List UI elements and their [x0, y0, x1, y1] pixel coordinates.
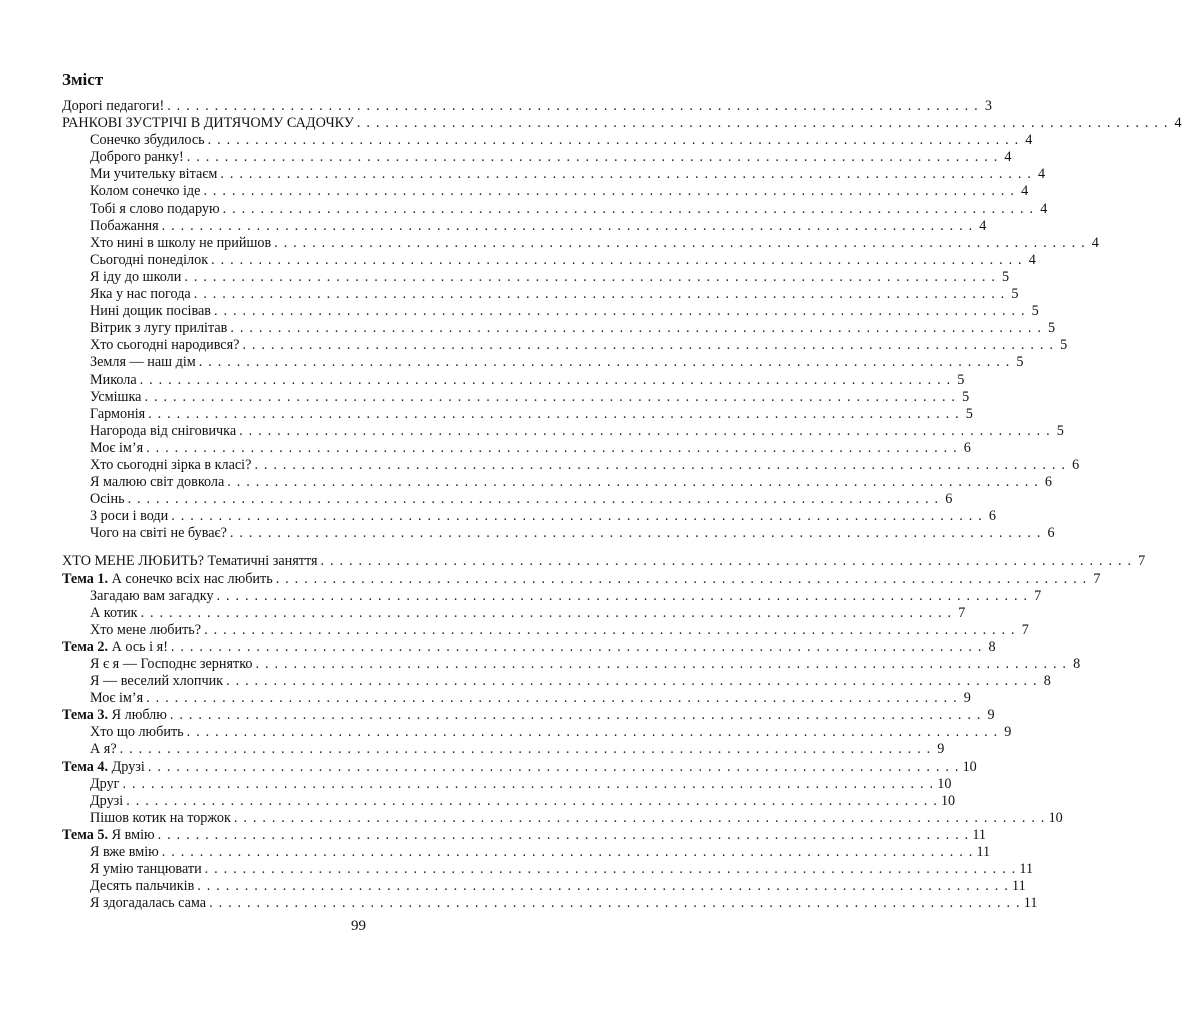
toc-entry [62, 234, 1099, 252]
leader-dots: . . . . . . . . . . . . . . . . . . . . . . . . . . . . . . . . . . . . . . . . . . . . . . . . . . . . . . . . . . . . . . . . . . . . . . . . . . . . . . . . . . . . . . [169, 707, 982, 724]
toc-entry [62, 491, 953, 508]
toc-entry-title [90, 673, 223, 690]
toc-entry-title [90, 303, 211, 320]
toc-entry [62, 217, 987, 235]
toc-entry-title [90, 166, 217, 183]
toc-entry [62, 405, 973, 423]
toc-topic-prefix: Тема 5. [62, 826, 109, 843]
toc-entry-title [90, 286, 191, 303]
toc-title-text: Моє ім’я [90, 439, 144, 456]
leader-dots: . . . . . . . . . . . . . . . . . . . . . . . . . . . . . . . . . . . . . . . . . . . . . . . . . . . . . . . . . . . . . . . . . . . . . . . . . . . . . . . . . . . . . . [171, 508, 983, 525]
leader-dots: . . . . . . . . . . . . . . . . . . . . . . . . . . . . . . . . . . . . . . . . . . . . . . . . . . . . . . . . . . . . . . . . . . . . . . . . . . . . . . . . . . . . . . [229, 525, 1042, 542]
leader-dots: . . . . . . . . . . . . . . . . . . . . . . . . . . . . . . . . . . . . . . . . . . . . . . . . . . . . . . . . . . . . . . . . . . . . . . . . . . . . . . . . . . . . . . [203, 183, 1016, 200]
toc-entry [62, 508, 996, 525]
leader-dots: . . . . . . . . . . . . . . . . . . . . . . . . . . . . . . . . . . . . . . . . . . . . . . . . . . . . . . . . . . . . . . . . . . . . . . . . . . . . . . . . . . . . . . [148, 405, 960, 422]
toc-title-text: Гармонія [90, 405, 146, 422]
toc-entry-title [90, 622, 201, 639]
toc-entry-title [62, 553, 318, 570]
toc-entry-title [62, 571, 273, 588]
toc-entry [62, 371, 965, 389]
toc-entry-title [90, 776, 120, 793]
toc-entry-title [90, 724, 184, 741]
toc-entry [62, 183, 1029, 200]
toc-page-number: 9 [963, 690, 971, 707]
leader-dots: . . . . . . . . . . . . . . . . . . . . . . . . . . . . . . . . . . . . . . . . . . . . . . . . . . . . . . . . . . . . . . . . . . . . . . . . . . . . . . . . . . . . . . [356, 115, 1169, 132]
toc-page-number: 5 [1011, 286, 1019, 303]
toc-page-number: 4 [1091, 234, 1099, 251]
toc-title-text: Десять пальчиків [90, 878, 195, 895]
toc-entry-title [90, 320, 227, 337]
toc-title-text: Нагорода від сніговичка [90, 422, 237, 439]
toc-entry-title [90, 810, 231, 827]
toc-entry [62, 878, 1026, 895]
leader-dots: . . . . . . . . . . . . . . . . . . . . . . . . . . . . . . . . . . . . . . . . . . . . . . . . . . . . . . . . . . . . . . . . . . . . . . . . . . . . . . . . . . . . . . [197, 878, 1010, 895]
toc-entry-title [90, 183, 200, 200]
toc-title-text: Я іду до школи [90, 268, 182, 285]
toc-entry [62, 320, 1056, 337]
toc-title-text: РАНКОВІ ЗУСТРІЧІ В ДИТЯЧОМУ САДОЧКУ [62, 115, 354, 132]
toc-entry [62, 200, 1048, 218]
toc-entry-title [62, 759, 145, 776]
toc-entry-title [62, 115, 354, 132]
toc-page-number: 6 [988, 508, 996, 525]
toc-entry [62, 268, 1010, 286]
toc-entry [62, 604, 966, 622]
toc-title-text: Хто нині в школу не прийшов [90, 234, 272, 251]
toc-entry-title [90, 235, 271, 252]
toc-title-text: Хто мене любить? [90, 621, 202, 638]
toc-page-number: 7 [1021, 621, 1029, 638]
toc-entry [62, 553, 1146, 570]
toc-page-number: 6 [1047, 525, 1055, 542]
leader-dots: . . . . . . . . . . . . . . . . . . . . . . . . . . . . . . . . . . . . . . . . . . . . . . . . . . . . . . . . . . . . . . . . . . . . . . . . . . . . . . . . . . . . . . [147, 758, 960, 775]
leader-dots: . . . . . . . . . . . . . . . . . . . . . . . . . . . . . . . . . . . . . . . . . . . . . . . . . . . . . . . . . . . . . . . . . . . . . . . . . . . . . . . . . . . . . . [222, 200, 1035, 217]
leader-dots: . . . . . . . . . . . . . . . . . . . . . . . . . . . . . . . . . . . . . . . . . . . . . . . . . . . . . . . . . . . . . . . . . . . . . . . . . . . . . . . . . . . . . . [220, 166, 1033, 183]
toc-entry-title [90, 337, 239, 354]
toc-entry [62, 621, 1029, 639]
leader-dots: . . . . . . . . . . . . . . . . . . . . . . . . . . . . . . . . . . . . . . . . . . . . . . . . . . . . . . . . . . . . . . . . . . . . . . . . . . . . . . . . . . . . . . [167, 98, 979, 114]
toc-page-number: 7 [1034, 587, 1042, 604]
toc-entry [62, 251, 1036, 269]
leader-dots: . . . . . . . . . . . . . . . . . . . . . . . . . . . . . . . . . . . . . . . . . . . . . . . . . . . . . . . . . . . . . . . . . . . . . . . . . . . . . . . . . . . . . . [184, 268, 997, 285]
toc-title-text: А я? [90, 741, 117, 758]
toc-entry [62, 354, 1024, 371]
leader-dots: . . . . . . . . . . . . . . . . . . . . . . . . . . . . . . . . . . . . . . . . . . . . . . . . . . . . . . . . . . . . . . . . . . . . . . . . . . . . . . . . . . . . . . [186, 724, 999, 741]
toc-entry-title [90, 588, 214, 605]
toc-entry-title [90, 269, 181, 286]
toc-page-number: 11 [1019, 861, 1034, 878]
toc-title-text: Вітрик з лугу прилітав [90, 320, 228, 337]
toc-entry [62, 286, 1019, 303]
toc-page-number: 5 [1060, 337, 1068, 354]
leader-dots: . . . . . . . . . . . . . . . . . . . . . . . . . . . . . . . . . . . . . . . . . . . . . . . . . . . . . . . . . . . . . . . . . . . . . . . . . . . . . . . . . . . . . . [126, 792, 938, 809]
toc-entry-title [62, 639, 168, 656]
toc-page-number: 7 [958, 604, 966, 621]
toc-entry-title [62, 827, 155, 844]
toc-entry-title [90, 861, 202, 878]
leader-dots: . . . . . . . . . . . . . . . . . . . . . . . . . . . . . . . . . . . . . . . . . . . . . . . . . . . . . . . . . . . . . . . . . . . . . . . . . . . . . . . . . . . . . . [119, 741, 932, 758]
toc-entry-title [90, 474, 224, 491]
toc-topic-prefix: Тема 3. [62, 707, 109, 724]
toc-title-text: Сьогодні понеділок [90, 251, 209, 268]
toc-page-number: 3 [984, 98, 992, 114]
toc-entry-title [90, 406, 145, 423]
toc-title-text: Побажання [90, 217, 159, 234]
toc-title-text: Тобі я слово подарую [90, 200, 220, 217]
toc-entry-title [90, 354, 196, 371]
toc-entry [62, 525, 1055, 542]
toc-title-text: Пішов котик на торжок [90, 809, 231, 826]
toc-page-number: 10 [1048, 809, 1063, 826]
toc-title-text: Я умію танцювати [90, 861, 202, 878]
toc-entry [62, 690, 971, 707]
toc-entry-title [90, 218, 159, 235]
toc-page-number: 4 [1037, 166, 1046, 183]
toc-entry-title [90, 690, 143, 707]
toc-entry [62, 741, 945, 758]
toc-page-number: 5 [1031, 303, 1039, 320]
toc-page-number: 9 [1004, 724, 1012, 741]
toc-title-text: Ми учительку вітаєм [90, 166, 218, 183]
leader-dots: . . . . . . . . . . . . . . . . . . . . . . . . . . . . . . . . . . . . . . . . . . . . . . . . . . . . . . . . . . . . . . . . . . . . . . . . . . . . . . . . . . . . . . [146, 690, 958, 707]
toc-title-text: Я — веселий хлопчик [90, 673, 224, 690]
toc-title-text: Сонечко збудилось [90, 132, 205, 149]
toc-entry [62, 895, 1038, 912]
toc-entry-title [90, 491, 125, 508]
toc-page-number: 10 [940, 792, 956, 809]
toc-page-number: 11 [972, 826, 987, 843]
toc-entry [62, 656, 1081, 673]
toc-page-number: 8 [1073, 656, 1081, 672]
toc-title-text: Друг [90, 775, 120, 792]
leader-dots: . . . . . . . . . . . . . . . . . . . . . . . . . . . . . . . . . . . . . . . . . . . . . . . . . . . . . . . . . . . . . . . . . . . . . . . . . . . . . . . . . . . . . . [204, 861, 1017, 878]
leader-dots: . . . . . . . . . . . . . . . . . . . . . . . . . . . . . . . . . . . . . . . . . . . . . . . . . . . . . . . . . . . . . . . . . . . . . . . . . . . . . . . . . . . . . . [216, 587, 1029, 604]
leader-dots: . . . . . . . . . . . . . . . . . . . . . . . . . . . . . . . . . . . . . . . . . . . . . . . . . . . . . . . . . . . . . . . . . . . . . . . . . . . . . . . . . . . . . . [275, 570, 1088, 587]
toc-page-number: 5 [962, 388, 970, 405]
leader-dots: . . . . . . . . . . . . . . . . . . . . . . . . . . . . . . . . . . . . . . . . . . . . . . . . . . . . . . . . . . . . . . . . . . . . . . . . . . . . . . . . . . . . . . [186, 149, 999, 166]
toc-title-text: Доброго ранку! [90, 149, 184, 166]
toc-title-text: Моє ім’я [90, 690, 144, 707]
toc-title-text: З роси і води [90, 508, 169, 525]
leader-dots: . . . . . . . . . . . . . . . . . . . . . . . . . . . . . . . . . . . . . . . . . . . . . . . . . . . . . . . . . . . . . . . . . . . . . . . . . . . . . . . . . . . . . . [274, 234, 1086, 251]
leader-dots: . . . . . . . . . . . . . . . . . . . . . . . . . . . . . . . . . . . . . . . . . . . . . . . . . . . . . . . . . . . . . . . . . . . . . . . . . . . . . . . . . . . . . . [170, 638, 983, 655]
leader-dots: . . . . . . . . . . . . . . . . . . . . . . . . . . . . . . . . . . . . . . . . . . . . . . . . . . . . . . . . . . . . . . . . . . . . . . . . . . . . . . . . . . . . . . [242, 337, 1055, 354]
toc-entry-title [90, 878, 194, 895]
toc-page-number: 11 [1023, 895, 1038, 912]
leader-dots: . . . . . . . . . . . . . . . . . . . . . . . . . . . . . . . . . . . . . . . . . . . . . . . . . . . . . . . . . . . . . . . . . . . . . . . . . . . . . . . . . . . . . . [204, 621, 1016, 638]
toc-entry [62, 115, 1182, 132]
toc-entry [62, 758, 977, 776]
leader-dots: . . . . . . . . . . . . . . . . . . . . . . . . . . . . . . . . . . . . . . . . . . . . . . . . . . . . . . . . . . . . . . . . . . . . . . . . . . . . . . . . . . . . . . [140, 604, 953, 621]
toc-page-number: 4 [1040, 200, 1048, 217]
toc-page-number: 5 [957, 371, 965, 388]
toc-page-number: 9 [937, 741, 945, 758]
toc-title-text: Хто що любить [90, 724, 184, 741]
toc-entry-title [90, 423, 236, 440]
leader-dots: . . . . . . . . . . . . . . . . . . . . . . . . . . . . . . . . . . . . . . . . . . . . . . . . . . . . . . . . . . . . . . . . . . . . . . . . . . . . . . . . . . . . . . [207, 132, 1020, 149]
leader-dots: . . . . . . . . . . . . . . . . . . . . . . . . . . . . . . . . . . . . . . . . . . . . . . . . . . . . . . . . . . . . . . . . . . . . . . . . . . . . . . . . . . . . . . [230, 320, 1043, 337]
toc-entry-title [90, 201, 220, 218]
toc-page-number: 5 [1047, 320, 1056, 337]
toc-page-number: 4 [1021, 183, 1029, 200]
leader-dots: . . . . . . . . . . . . . . . . . . . . . . . . . . . . . . . . . . . . . . . . . . . . . . . . . . . . . . . . . . . . . . . . . . . . . . . . . . . . . . . . . . . . . . [146, 439, 958, 456]
toc-title-text: Усмішка [90, 388, 142, 405]
toc-entry [62, 98, 992, 115]
toc-title-text: А сонечко всіх нас любить [108, 570, 273, 587]
toc-title-text: Я вже вмію [90, 844, 159, 861]
toc-page-number: 5 [1016, 354, 1024, 371]
toc-heading: Зміст [62, 70, 104, 89]
leader-dots: . . . . . . . . . . . . . . . . . . . . . . . . . . . . . . . . . . . . . . . . . . . . . . . . . . . . . . . . . . . . . . . . . . . . . . . . . . . . . . . . . . . . . . [157, 826, 970, 843]
toc-title-text: Чого на світі не буває? [90, 525, 227, 542]
toc-title-text: ХТО МЕНЕ ЛЮБИТЬ? Тематичні заняття [62, 553, 318, 570]
leader-dots: . . . . . . . . . . . . . . . . . . . . . . . . . . . . . . . . . . . . . . . . . . . . . . . . . . . . . . . . . . . . . . . . . . . . . . . . . . . . . . . . . . . . . . [193, 286, 1006, 303]
leader-dots: . . . . . . . . . . . . . . . . . . . . . . . . . . . . . . . . . . . . . . . . . . . . . . . . . . . . . . . . . . . . . . . . . . . . . . . . . . . . . . . . . . . . . . [227, 474, 1040, 491]
toc-entry [62, 303, 1039, 320]
toc-page-number: 5 [1001, 268, 1010, 285]
toc-title-text: Дорогі педагоги! [62, 98, 165, 114]
toc-title-text: Я люблю [108, 707, 167, 724]
toc-page-number: 9 [987, 707, 995, 724]
toc-entry [62, 422, 1064, 440]
leader-dots: . . . . . . . . . . . . . . . . . . . . . . . . . . . . . . . . . . . . . . . . . . . . . . . . . . . . . . . . . . . . . . . . . . . . . . . . . . . . . . . . . . . . . . [254, 456, 1067, 473]
toc-entry-title [90, 844, 159, 861]
toc-entry [62, 456, 1080, 474]
toc-page-number: 4 [1025, 132, 1033, 149]
toc-entry-title [90, 656, 252, 673]
toc-page-number: 4 [1028, 251, 1036, 268]
toc-entry-title [90, 525, 227, 542]
toc-topic-prefix: Тема 1. [62, 570, 109, 587]
leader-dots: . . . . . . . . . . . . . . . . . . . . . . . . . . . . . . . . . . . . . . . . . . . . . . . . . . . . . . . . . . . . . . . . . . . . . . . . . . . . . . . . . . . . . . [144, 388, 957, 405]
toc-entry-title [90, 741, 117, 758]
page-number: 99 [351, 918, 366, 934]
toc-page-number: 6 [963, 439, 971, 456]
toc-entry-title [90, 149, 184, 166]
toc-entry [62, 439, 971, 457]
leader-dots: . . . . . . . . . . . . . . . . . . . . . . . . . . . . . . . . . . . . . . . . . . . . . . . . . . . . . . . . . . . . . . . . . . . . . . . . . . . . . . . . . . . . . . [198, 354, 1011, 371]
toc-entry-title [90, 252, 208, 269]
toc-title-text: Друзі [108, 758, 145, 775]
toc-page-number: 10 [937, 775, 952, 792]
leader-dots: . . . . . . . . . . . . . . . . . . . . . . . . . . . . . . . . . . . . . . . . . . . . . . . . . . . . . . . . . . . . . . . . . . . . . . . . . . . . . . . . . . . . . . [139, 371, 952, 388]
leader-dots: . . . . . . . . . . . . . . . . . . . . . . . . . . . . . . . . . . . . . . . . . . . . . . . . . . . . . . . . . . . . . . . . . . . . . . . . . . . . . . . . . . . . . . [226, 673, 1038, 690]
leader-dots: . . . . . . . . . . . . . . . . . . . . . . . . . . . . . . . . . . . . . . . . . . . . . . . . . . . . . . . . . . . . . . . . . . . . . . . . . . . . . . . . . . . . . . [211, 251, 1023, 268]
leader-dots: . . . . . . . . . . . . . . . . . . . . . . . . . . . . . . . . . . . . . . . . . . . . . . . . . . . . . . . . . . . . . . . . . . . . . . . . . . . . . . . . . . . . . . [127, 491, 940, 508]
toc-page-number: 11 [1012, 878, 1026, 895]
toc-page-number: 6 [1072, 456, 1080, 473]
leader-dots: . . . . . . . . . . . . . . . . . . . . . . . . . . . . . . . . . . . . . . . . . . . . . . . . . . . . . . . . . . . . . . . . . . . . . . . . . . . . . . . . . . . . . . [255, 656, 1068, 672]
leader-dots: . . . . . . . . . . . . . . . . . . . . . . . . . . . . . . . . . . . . . . . . . . . . . . . . . . . . . . . . . . . . . . . . . . . . . . . . . . . . . . . . . . . . . . [161, 217, 974, 234]
leader-dots: . . . . . . . . . . . . . . . . . . . . . . . . . . . . . . . . . . . . . . . . . . . . . . . . . . . . . . . . . . . . . . . . . . . . . . . . . . . . . . . . . . . . . . [209, 895, 1021, 912]
toc-title-text: Друзі [90, 792, 124, 809]
toc-entry [62, 166, 1046, 183]
toc-page-number: 4 [1174, 115, 1182, 132]
leader-dots: . . . . . . . . . . . . . . . . . . . . . . . . . . . . . . . . . . . . . . . . . . . . . . . . . . . . . . . . . . . . . . . . . . . . . . . . . . . . . . . . . . . . . . [239, 422, 1051, 439]
toc-entry [62, 638, 996, 656]
toc-title-text: Осінь [90, 491, 125, 508]
toc-entry-title [90, 389, 141, 406]
toc-title-text: Земля — наш дім [90, 354, 196, 371]
toc-entry-title [90, 457, 251, 474]
toc-entry [62, 724, 1012, 741]
toc-entry-title [90, 605, 138, 622]
toc-entry [62, 809, 1063, 827]
toc-entry [62, 474, 1053, 491]
toc-title-text: Я вмію [108, 826, 155, 843]
toc-title-text: Я здогадалась сама [90, 895, 207, 912]
toc-title-text: Нині дощик посівав [90, 303, 211, 320]
toc-entry-title [90, 508, 168, 525]
toc-entry [62, 388, 970, 406]
leader-dots: . . . . . . . . . . . . . . . . . . . . . . . . . . . . . . . . . . . . . . . . . . . . . . . . . . . . . . . . . . . . . . . . . . . . . . . . . . . . . . . . . . . . . . [233, 809, 1046, 826]
toc-page-number: 4 [979, 217, 987, 234]
toc-page-number: 7 [1093, 570, 1101, 587]
toc-entry [62, 826, 987, 844]
toc-title-text: Хто сьогодні народився? [90, 337, 240, 354]
toc-title-text: А котик [90, 604, 138, 621]
toc-entry-title [90, 793, 123, 810]
toc-entry-title [90, 440, 143, 457]
toc-page-number: 7 [1138, 553, 1146, 570]
leader-dots: . . . . . . . . . . . . . . . . . . . . . . . . . . . . . . . . . . . . . . . . . . . . . . . . . . . . . . . . . . . . . . . . . . . . . . . . . . . . . . . . . . . . . . [122, 775, 935, 792]
toc-title-text: Я малюю світ довкола [90, 474, 225, 491]
toc-entry [62, 132, 1033, 149]
toc-entry-title [90, 372, 137, 389]
toc-entry [62, 861, 1034, 878]
toc-page-number: 8 [1043, 673, 1051, 690]
leader-dots: . . . . . . . . . . . . . . . . . . . . . . . . . . . . . . . . . . . . . . . . . . . . . . . . . . . . . . . . . . . . . . . . . . . . . . . . . . . . . . . . . . . . . . [161, 844, 974, 861]
toc-page-number: 4 [1004, 149, 1012, 166]
toc-page-number: 8 [988, 638, 996, 655]
toc-title-text: Колом сонечко іде [90, 183, 201, 200]
toc-title-text: Загадаю вам загадку [90, 587, 214, 604]
toc-entry [62, 792, 956, 810]
toc-entry [62, 707, 995, 724]
toc-title-text: А ось і я! [108, 638, 168, 655]
toc-page-number: 5 [1056, 422, 1064, 439]
toc-page-number: 6 [945, 491, 953, 508]
toc-entry-title [90, 132, 205, 149]
leader-dots: . . . . . . . . . . . . . . . . . . . . . . . . . . . . . . . . . . . . . . . . . . . . . . . . . . . . . . . . . . . . . . . . . . . . . . . . . . . . . . . . . . . . . . [213, 303, 1026, 320]
toc-entry [62, 775, 952, 793]
toc-entry-title [62, 98, 164, 115]
toc-page-number: 10 [962, 758, 977, 775]
leader-dots: . . . . . . . . . . . . . . . . . . . . . . . . . . . . . . . . . . . . . . . . . . . . . . . . . . . . . . . . . . . . . . . . . . . . . . . . . . . . . . . . . . . . . . [320, 553, 1133, 570]
toc-entry-title [62, 707, 167, 724]
toc-entry [62, 844, 991, 861]
toc-entry [62, 337, 1068, 354]
toc-title-text: Хто сьогодні зірка в класі? [90, 456, 252, 473]
toc-title-text: Я є я — Господнє зернятко [90, 656, 253, 672]
toc-title-text: Микола [90, 371, 137, 388]
table-of-contents [62, 98, 1182, 912]
toc-entry [62, 587, 1042, 605]
toc-entry [62, 570, 1101, 588]
toc-entry [62, 149, 1012, 166]
toc-topic-prefix: Тема 2. [62, 638, 109, 655]
toc-page-number: 6 [1044, 474, 1053, 491]
toc-title-text: Яка у нас погода [90, 286, 191, 303]
toc-topic-prefix: Тема 4. [62, 758, 109, 775]
toc-entry [62, 673, 1051, 690]
toc-entry-title [90, 895, 206, 912]
toc-page-number: 11 [976, 844, 991, 861]
toc-page-number: 5 [965, 405, 973, 422]
